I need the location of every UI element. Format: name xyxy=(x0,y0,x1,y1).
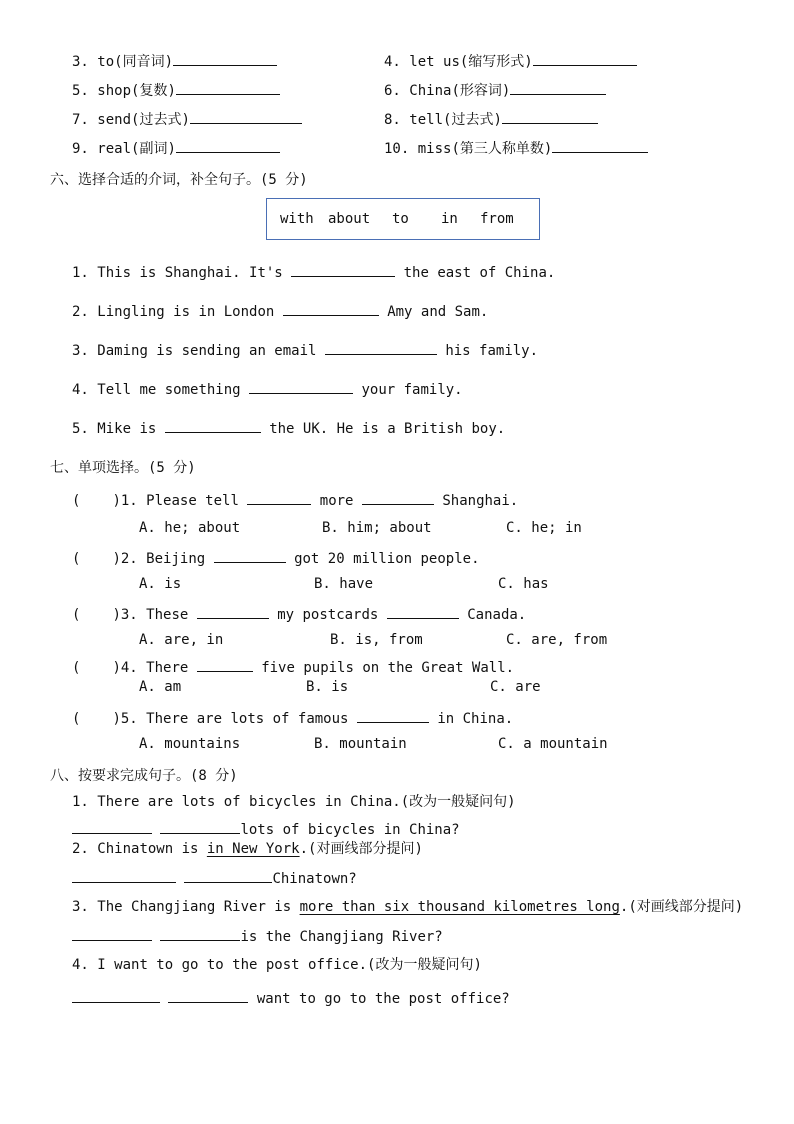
sentence-text: I want to go to the post office.(改为一般疑问句) xyxy=(97,957,482,973)
item-number: 5. xyxy=(72,421,89,437)
answer-line xyxy=(72,926,443,946)
option-b[interactable]: B. mountain xyxy=(314,736,407,752)
answer-blank[interactable] xyxy=(160,819,240,834)
word-bank-word: about xyxy=(328,211,371,227)
item-number: 4. xyxy=(384,54,401,70)
fill-sentence xyxy=(72,262,555,282)
sentence-part: These xyxy=(146,607,189,623)
word-form-item xyxy=(72,109,302,129)
answer-blank[interactable] xyxy=(184,868,272,883)
item-number: 1. xyxy=(72,265,89,281)
answer-blank[interactable] xyxy=(502,109,598,124)
item-number: 2. xyxy=(72,841,89,857)
option-a[interactable]: A. is xyxy=(139,576,182,592)
choice-question xyxy=(72,548,480,568)
item-word: let us(缩写形式) xyxy=(409,54,533,70)
answer-blank xyxy=(357,708,429,723)
answer-paren[interactable]: ( xyxy=(72,711,81,727)
answer-tail: lots of bicycles in China? xyxy=(240,822,460,838)
word-bank-word: in xyxy=(441,211,458,227)
sentence-part: Shanghai. xyxy=(442,493,519,509)
answer-paren[interactable]: ( xyxy=(72,607,81,623)
answer-blank xyxy=(197,657,253,672)
answer-blank[interactable] xyxy=(249,379,353,394)
word-bank-word: to xyxy=(392,211,409,227)
item-number: 6. xyxy=(384,83,401,99)
answer-blank[interactable] xyxy=(168,988,248,1003)
item-number: )1. xyxy=(112,493,138,509)
item-word: to(同音词) xyxy=(97,54,174,70)
section-title: 六、选择合适的介词，补全句子。(5 分) xyxy=(50,172,308,188)
sentence-part: There are lots of famous xyxy=(146,711,349,727)
sentence-text: .(对画线部分提问) xyxy=(299,841,423,857)
item-number: 1. xyxy=(72,794,89,810)
answer-line xyxy=(72,819,460,839)
item-number: 4. xyxy=(72,382,89,398)
answer-blank[interactable] xyxy=(72,819,152,834)
answer-tail: want to go to the post office? xyxy=(256,991,510,1007)
sentence-part: in China. xyxy=(437,711,514,727)
answer-blank xyxy=(387,604,459,619)
item-word: tell(过去式) xyxy=(409,112,502,128)
sentence-part: Canada. xyxy=(467,607,527,623)
option-a[interactable]: A. am xyxy=(139,679,182,695)
answer-blank[interactable] xyxy=(325,340,437,355)
word-bank-word: with xyxy=(280,211,314,227)
choice-question xyxy=(72,657,514,677)
transform-question xyxy=(72,793,516,811)
word-bank-word: from xyxy=(480,211,514,227)
answer-tail: Chinatown? xyxy=(272,871,357,887)
answer-paren[interactable]: ( xyxy=(72,551,81,567)
answer-blank[interactable] xyxy=(190,109,302,124)
transform-question xyxy=(72,898,743,916)
item-number: 7. xyxy=(72,112,89,128)
answer-blank xyxy=(214,548,286,563)
answer-blank[interactable] xyxy=(176,80,280,95)
answer-blank[interactable] xyxy=(72,868,176,883)
answer-blank[interactable] xyxy=(533,51,637,66)
section-title: 八、按要求完成句子。(8 分) xyxy=(50,768,238,784)
sentence-text: The Changjiang River is xyxy=(97,899,300,915)
item-number: )2. xyxy=(112,551,138,567)
answer-blank[interactable] xyxy=(72,988,160,1003)
item-number: 9. xyxy=(72,141,89,157)
sentence-part: Please tell xyxy=(146,493,239,509)
section-title: 七、单项选择。(5 分) xyxy=(50,460,196,476)
fill-sentence xyxy=(72,418,505,438)
sentence-text: .(对画线部分提问) xyxy=(619,899,744,915)
answer-blank[interactable] xyxy=(173,51,277,66)
underlined-phrase: more than six thousand kilometres long xyxy=(299,899,620,915)
item-word: shop(复数) xyxy=(97,83,176,99)
item-number: )5. xyxy=(112,711,138,727)
sentence-part: Lingling is in London xyxy=(97,304,275,320)
sentence-part: your family. xyxy=(361,382,463,398)
sentence-part: the UK. He is a British boy. xyxy=(269,421,506,437)
answer-line xyxy=(72,868,357,888)
answer-blank[interactable] xyxy=(552,138,648,153)
fill-sentence xyxy=(72,301,488,321)
word-form-item xyxy=(384,138,648,158)
sentence-part: his family. xyxy=(445,343,539,359)
option-b[interactable]: B. him; about xyxy=(322,520,432,536)
item-number: )3. xyxy=(112,607,138,623)
item-number: )4. xyxy=(112,660,138,676)
choice-question xyxy=(72,604,526,624)
item-number: 5. xyxy=(72,83,89,99)
answer-blank[interactable] xyxy=(72,926,152,941)
answer-blank[interactable] xyxy=(160,926,240,941)
option-b[interactable]: B. is, from xyxy=(330,632,423,648)
fill-sentence xyxy=(72,340,538,360)
option-a[interactable]: A. mountains xyxy=(139,736,241,752)
answer-blank xyxy=(247,490,311,505)
fill-sentence xyxy=(72,379,463,399)
answer-paren[interactable]: ( xyxy=(72,493,81,509)
item-number: 10. xyxy=(384,141,410,157)
item-word: real(副词) xyxy=(97,141,176,157)
choice-question xyxy=(72,708,513,728)
sentence-part: my postcards xyxy=(277,607,379,623)
item-number: 3. xyxy=(72,54,89,70)
option-c[interactable]: C. are xyxy=(490,679,541,695)
option-a[interactable]: A. he; about xyxy=(139,520,241,536)
sentence-part: more xyxy=(319,493,354,509)
answer-blank xyxy=(362,490,434,505)
item-number: 3. xyxy=(72,343,89,359)
item-number: 3. xyxy=(72,899,89,915)
option-c[interactable]: C. a mountain xyxy=(498,736,608,752)
choice-question xyxy=(72,490,518,510)
answer-paren[interactable]: ( xyxy=(72,660,81,676)
sentence-text: Chinatown is xyxy=(97,841,207,857)
answer-tail: is the Changjiang River? xyxy=(240,929,443,945)
option-b[interactable]: B. is xyxy=(306,679,349,695)
option-c[interactable]: C. he; in xyxy=(506,520,582,536)
answer-line xyxy=(72,988,510,1008)
option-c[interactable]: C. has xyxy=(498,576,549,592)
answer-blank[interactable] xyxy=(165,418,261,433)
sentence-part: This is Shanghai. It's xyxy=(97,265,283,281)
word-bank-box xyxy=(266,198,540,240)
option-b[interactable]: B. have xyxy=(314,576,374,592)
option-a[interactable]: A. are, in xyxy=(139,632,224,648)
item-number: 4. xyxy=(72,957,89,973)
answer-blank[interactable] xyxy=(291,262,395,277)
sentence-part: Beijing xyxy=(146,551,206,567)
item-number: 2. xyxy=(72,304,89,320)
transform-question xyxy=(72,840,423,858)
answer-blank xyxy=(197,604,269,619)
word-form-item xyxy=(72,51,277,71)
item-word: China(形容词) xyxy=(409,83,511,99)
word-form-item xyxy=(384,109,598,129)
sentence-part: five pupils on the Great Wall. xyxy=(261,660,515,676)
sentence-part: There xyxy=(146,660,189,676)
sentence-part: Daming is sending an email xyxy=(97,343,317,359)
answer-blank[interactable] xyxy=(176,138,280,153)
item-word: send(过去式) xyxy=(97,112,190,128)
item-number: 8. xyxy=(384,112,401,128)
answer-blank[interactable] xyxy=(510,80,606,95)
word-form-item xyxy=(72,80,280,100)
sentence-part: Amy and Sam. xyxy=(387,304,489,320)
word-form-item xyxy=(72,138,280,158)
answer-blank[interactable] xyxy=(283,301,379,316)
word-form-item xyxy=(384,51,637,71)
sentence-part: got 20 million people. xyxy=(294,551,480,567)
item-word: miss(第三人称单数) xyxy=(417,141,553,157)
option-c[interactable]: C. are, from xyxy=(506,632,608,648)
sentence-part: Mike is xyxy=(97,421,157,437)
word-form-item xyxy=(384,80,606,100)
transform-question xyxy=(72,956,482,974)
sentence-part: Tell me something xyxy=(97,382,241,398)
sentence-part: the east of China. xyxy=(403,265,556,281)
sentence-text: There are lots of bicycles in China.(改为一般疑问句) xyxy=(97,794,516,810)
underlined-phrase: in New York xyxy=(206,841,300,857)
